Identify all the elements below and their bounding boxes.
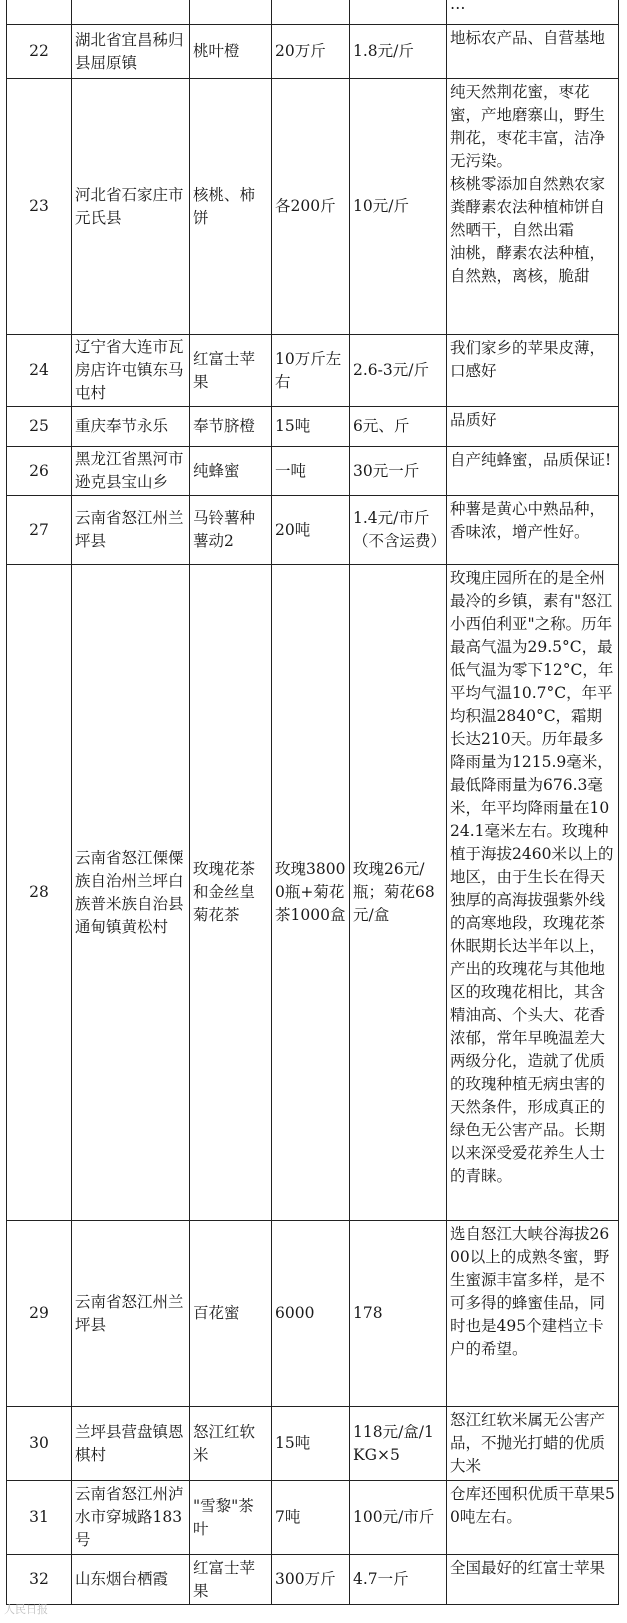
watermark: 人民日报 [4, 1603, 48, 1616]
table-row [7, 25, 619, 79]
row-number-cell: 27 [7, 496, 72, 565]
row-number-cell: 28 [7, 565, 72, 1221]
description-paragraph: 我们家乡的苹果皮薄，口感好 [450, 339, 606, 380]
price-cell: 1.4元/市斤（不含运费） [350, 496, 447, 565]
description-paragraph: 种薯是黄心中熟品种，香味浓，增产性好。 [450, 500, 606, 541]
product-table-body [7, 0, 619, 1605]
description-paragraph: 纯天然荆花蜜，枣花蜜，产地磨寨山，野生荆花，枣花丰富，洁净无污染。 [450, 83, 606, 170]
table-row [7, 565, 619, 1221]
price-cell: 玫瑰26元/瓶；菊花68元/盒 [350, 565, 447, 1221]
price-cell: 118元/盒/1KG×5 [350, 1407, 447, 1481]
product-cell: 马铃薯种薯动2 [190, 496, 272, 565]
price-cell: 6元、斤 [350, 407, 447, 447]
price-cell: 30元一斤 [350, 447, 447, 496]
origin-cell: 湖北省宜昌秭归县屈原镇 [72, 25, 190, 79]
price-cell: 100元/市斤 [350, 1481, 447, 1555]
table-row [7, 496, 619, 565]
quantity-cell: 300万斤 [272, 1555, 350, 1605]
table-row [7, 447, 619, 496]
origin-cell: 云南省怒江傈僳族自治州兰坪白族普米族自治县通甸镇黄松村 [72, 565, 190, 1221]
quantity-cell: 一吨 [272, 447, 350, 496]
product-cell: 百花蜜 [190, 1221, 272, 1407]
product-cell: 桃叶橙 [190, 25, 272, 79]
product-cell: 红富士苹果 [190, 335, 272, 407]
row-number-cell: 26 [7, 447, 72, 496]
description-paragraph: 全国最好的红富士苹果 [450, 1559, 606, 1577]
description-paragraph: 怒江红软米属无公害产品，不抛光打蜡的优质大米 [450, 1411, 606, 1475]
product-table [6, 0, 619, 1605]
description-cell [447, 1407, 619, 1481]
row-number-cell: 23 [7, 79, 72, 335]
origin-cell: 山东烟台栖霞 [72, 1555, 190, 1605]
product-cell: 红富士苹果 [190, 1555, 272, 1605]
price-cell: 1.8元/斤 [350, 25, 447, 79]
quantity-cell: 各200斤 [272, 79, 350, 335]
description-cell [447, 565, 619, 1221]
price-cell: 2.6-3元/斤 [350, 335, 447, 407]
product-cell: 怒江红软米 [190, 1407, 272, 1481]
row-number-cell: 30 [7, 1407, 72, 1481]
origin-cell: 云南省怒江州兰坪县 [72, 496, 190, 565]
description-cell [447, 447, 619, 496]
quantity-cell: 10万斤左右 [272, 335, 350, 407]
table-row [7, 1407, 619, 1481]
origin-cell: 云南省怒江州兰坪县 [72, 1221, 190, 1407]
price-cell: 178 [350, 1221, 447, 1407]
description-cell [447, 79, 619, 335]
product-cell: 核桃、柿饼 [190, 79, 272, 335]
row-number-cell: 29 [7, 1221, 72, 1407]
quantity-cell [272, 0, 350, 25]
price-cell: 10元/斤 [350, 79, 447, 335]
origin-cell: 云南省怒江州泸水市穿城路183号 [72, 1481, 190, 1555]
row-number-cell: 25 [7, 407, 72, 447]
description-cell [447, 25, 619, 79]
description-paragraph: 选自怒江大峡谷海拔2600以上的成熟冬蜜，野生蜜源丰富多样，是不可多得的蜂蜜佳品，同时也是495个建档立卡户的希望。 [450, 1225, 610, 1358]
description-cell [447, 0, 619, 25]
description-paragraph: 自产纯蜂蜜，品质保证! [450, 451, 612, 469]
description-cell [447, 1555, 619, 1605]
description-paragraph: … [450, 0, 466, 13]
description-paragraph: 地标农产品、自营基地 [450, 29, 606, 47]
description-paragraph: 核桃零添加自然熟农家粪酵素农法种植柿饼自然晒干，自然出霜 [450, 175, 606, 239]
description-paragraph: 玫瑰庄园所在的是全州最冷的乡镇，素有"怒江小西伯利亚"之称。历年最高气温为29.5°C，最低气温为零下12°C，年平均气温10.7°C，年平均积温2840°C，霜期长达210天。历年最多降雨量为1215.9毫米，最低降雨量为676.3毫米，年平均降雨量在1024.1毫米左右。玫瑰种植于海拔2460米以上的地区，由于生长在得天独厚的高海拔强紫外线的高寒地段，玫瑰花茶休眠期长达半年以上，产出的玫瑰花与其他地区的玫瑰花相比，其含精油高、个头大、花香浓郁，常年早晚温差大两级分化，造就了优质的玫瑰种植无病虫害的天然条件，形成真正的绿色无公害产品。长期以来深受爱花养生人士的青睐。 [450, 569, 614, 1185]
table-row [7, 407, 619, 447]
table-row [7, 1555, 619, 1605]
description-cell [447, 496, 619, 565]
quantity-cell: 20吨 [272, 496, 350, 565]
row-number-cell: 24 [7, 335, 72, 407]
description-paragraph: 品质好 [450, 411, 497, 429]
table-row [7, 1221, 619, 1407]
origin-cell [72, 0, 190, 25]
quantity-cell: 15吨 [272, 1407, 350, 1481]
row-number-cell [7, 0, 72, 25]
quantity-cell: 15吨 [272, 407, 350, 447]
description-paragraph: 油桃，酵素农法种植，自然熟，离核，脆甜 [450, 244, 606, 285]
product-cell [190, 0, 272, 25]
table-row [7, 1481, 619, 1555]
quantity-cell: 6000 [272, 1221, 350, 1407]
product-cell: 纯蜂蜜 [190, 447, 272, 496]
quantity-cell: 玫瑰38000瓶+菊花茶1000盒 [272, 565, 350, 1221]
row-number-cell: 22 [7, 25, 72, 79]
quantity-cell: 7吨 [272, 1481, 350, 1555]
description-cell [447, 1481, 619, 1555]
quantity-cell: 20万斤 [272, 25, 350, 79]
table-row [7, 0, 619, 25]
description-cell [447, 407, 619, 447]
product-cell: 玫瑰花茶和金丝皇菊花茶 [190, 565, 272, 1221]
origin-cell: 黑龙江省黑河市逊克县宝山乡 [72, 447, 190, 496]
product-cell: "雪黎"茶叶 [190, 1481, 272, 1555]
table-row [7, 335, 619, 407]
price-cell [350, 0, 447, 25]
description-cell [447, 1221, 619, 1407]
origin-cell: 兰坪县营盘镇恩棋村 [72, 1407, 190, 1481]
row-number-cell: 32 [7, 1555, 72, 1605]
product-cell: 奉节脐橙 [190, 407, 272, 447]
price-cell: 4.7一斤 [350, 1555, 447, 1605]
description-cell [447, 335, 619, 407]
description-paragraph: 仓库还囤积优质干草果50吨左右。 [450, 1485, 615, 1526]
row-number-cell: 31 [7, 1481, 72, 1555]
table-row [7, 79, 619, 335]
origin-cell: 重庆奉节永乐 [72, 407, 190, 447]
origin-cell: 辽宁省大连市瓦房店许屯镇东马屯村 [72, 335, 190, 407]
origin-cell: 河北省石家庄市元氏县 [72, 79, 190, 335]
